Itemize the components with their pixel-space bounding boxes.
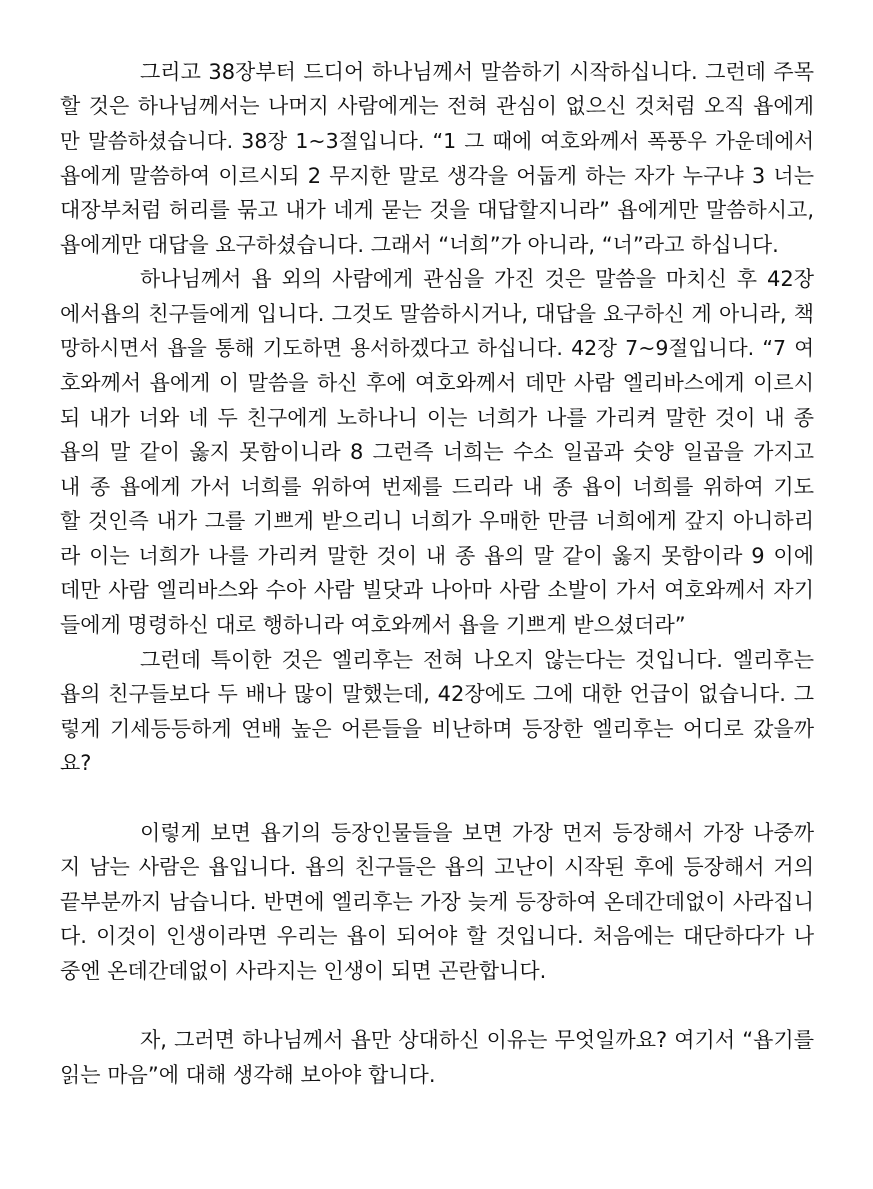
text-line: 자, 그러면 하나님께서 욥만 상대하신 이유는 무엇일까요? 여기서 “욥기를 xyxy=(140,1028,814,1052)
text-line: 욥의 말 같이 옳지 못함이니라 8 그런즉 너희는 수소 일곱과 숫양 일곱을 가지고 xyxy=(60,440,814,464)
text-line: 되 내가 너와 네 두 친구에게 노하나니 이는 너희가 나를 가리켜 말한 것이 내 종 xyxy=(60,406,814,430)
text-line: 욥의 친구들보다 두 배나 많이 말했는데, 42장에도 그에 대한 언급이 없습니다. 그 xyxy=(60,682,814,706)
text-line: 대장부처럼 허리를 묶고 내가 네게 묻는 것을 대답할지니라” 욥에게만 말씀하시고, xyxy=(60,198,814,222)
text-line: 라 이는 너희가 나를 가리켜 말한 것이 내 종 욥의 말 같이 옳지 못함이라 9 이에 xyxy=(60,544,814,568)
text-line: 읽는 마음”에 대해 생각해 보아야 합니다. xyxy=(60,1063,436,1087)
text-line: 하나님께서 욥 외의 사람에게 관심을 가진 것은 말씀을 마치신 후 42장 xyxy=(140,267,814,291)
text-line: 렇게 기세등등하게 연배 높은 어른들을 비난하며 등장한 엘리후는 어디로 갔을까 xyxy=(60,717,814,741)
text-line: 이렇게 보면 욥기의 등장인물들을 보면 가장 먼저 등장해서 가장 나중까 xyxy=(140,821,814,845)
text-line: 중엔 온데간데없이 사라지는 인생이 되면 곤란합니다. xyxy=(60,959,547,983)
text-line: 데만 사람 엘리바스와 수아 사람 빌닷과 나아마 사람 소발이 가서 여호와께서 자기 xyxy=(60,578,814,602)
text-line: 그리고 38장부터 드디어 하나님께서 말씀하기 시작하십니다. 그런데 주목 xyxy=(140,60,814,84)
text-line: 지 남는 사람은 욥입니다. 욥의 친구들은 욥의 고난이 시작된 후에 등장해서 거의 xyxy=(60,855,814,879)
text-line: 할 것은 하나님께서는 나머지 사람에게는 전혀 관심이 없으신 것처럼 오직 욥에게 xyxy=(60,94,814,118)
text-line: 망하시면서 욥을 통해 기도하면 용서하겠다고 하십니다. 42장 7~9절입니다. “7 여 xyxy=(60,336,814,360)
text-line: 욥에게만 대답을 요구하셨습니다. 그래서 “너희”가 아니라, “너”라고 하십니다. xyxy=(60,233,779,257)
text-line: 만 말씀하셨습니다. 38장 1~3절입니다. “1 그 때에 여호와께서 폭풍우 가운데에서 xyxy=(60,129,814,153)
text-line: 요? xyxy=(60,751,92,775)
text-line: 에서욥의 친구들에게 입니다. 그것도 말씀하시거나, 대답을 요구하신 게 아니라, 책 xyxy=(60,302,814,326)
text-line: 할 것인즉 내가 그를 기쁘게 받으리니 너희가 우매한 만큼 너희에게 갚지 아니하리 xyxy=(60,509,814,533)
text-line: 호와께서 욥에게 이 말씀을 하신 후에 여호와께서 데만 사람 엘리바스에게 이르시 xyxy=(60,371,814,395)
text-line: 그런데 특이한 것은 엘리후는 전혀 나오지 않는다는 것입니다. 엘리후는 xyxy=(140,648,814,672)
text-line: 내 종 욥에게 가서 너희를 위하여 번제를 드리라 내 종 욥이 너희를 위하여 기도 xyxy=(60,475,814,499)
text-line: 다. 이것이 인생이라면 우리는 욥이 되어야 할 것입니다. 처음에는 대단하다가 나 xyxy=(60,924,814,948)
text-line: 끝부분까지 남습니다. 반면에 엘리후는 가장 늦게 등장하여 온데간데없이 사라집니 xyxy=(60,890,814,914)
text-line: 욥에게 말씀하여 이르시되 2 무지한 말로 생각을 어둡게 하는 자가 누구냐 3 너는 xyxy=(60,164,814,188)
text-line: 들에게 명령하신 대로 행하니라 여호와께서 욥을 기쁘게 받으셨더라” xyxy=(60,613,686,637)
